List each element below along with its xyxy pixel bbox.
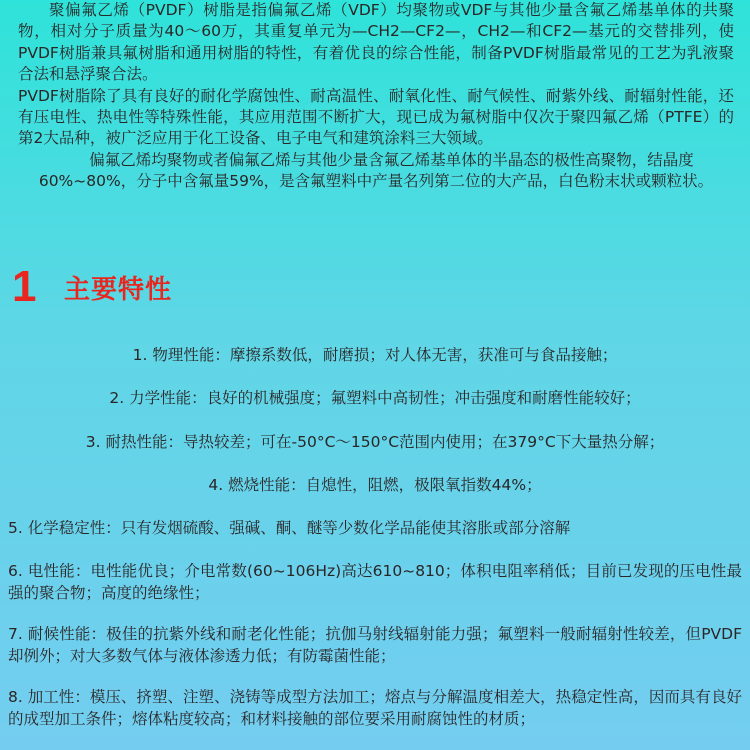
intro-paragraph-2: PVDF树脂除了具有良好的耐化学腐蚀性、耐高温性、耐氧化性、耐气候性、耐紫外线、耐辐射性能，还有压电性、热电性等特殊性能，其应用范围不断扩大，现已成为氟树脂中仅次于聚四氟乙烯（PTFE）的第2大品种，被广泛应用于化工设备、电子电气和建筑涂料三大领域。: [18, 86, 734, 148]
feature-item-physical: 1. 物理性能：摩擦系数低，耐磨损；对人体无害，获准可与食品接触；: [132, 346, 618, 364]
feature-item-weathering: 7. 耐候性能：极佳的抗紫外线和耐老化性能；抗伽马射线辐射能力强；氟塑料一般耐辐射性较差，但PVDF却例外；对大多数气体与液体渗透力低；有防霉菌性能；: [8, 625, 742, 665]
section-number: 1: [12, 262, 37, 311]
intro-paragraph-3: 偏氟乙烯均聚物或者偏氟乙烯与其他少量含氟乙烯基单体的半晶态的极性高聚物，结晶度60%~80%，分子中含氟量59%，是含氟塑料中产量名列第二位的大产品，白色粉末状或颗粒状。: [38, 150, 714, 191]
feature-item-combustion: 4. 燃烧性能：自熄性，阻燃，极限氧指数44%；: [208, 476, 542, 494]
feature-item-processing: 8. 加工性：模压、挤塑、注塑、浇铸等成型方法加工；熔点与分解温度相差大，热稳定性高，因而具有良好的成型加工条件；熔体粘度较高；和材料接触的部位要采用耐腐蚀性的材质；: [8, 688, 742, 728]
intro-text: [18, 0, 734, 193]
section-heading: [12, 262, 172, 312]
feature-item-chemical: 5. 化学稳定性：只有发烟硫酸、强碱、酮、醚等少数化学品能使其溶胀或部分溶解: [8, 519, 571, 537]
feature-item-thermal: 3. 耐热性能：导热较差；可在-50°C～150°C范围内使用；在379°C下大量热分解；: [85, 433, 665, 451]
intro-paragraph-1: 聚偏氟乙烯（PVDF）树脂是指偏氟乙烯（VDF）均聚物或VDF与其他少量含氟乙烯基单体的共聚物，相对分子质量为40～60万，其重复单元为—CH2—CF2—，CH2—和CF2—基元的交替排列，使PVDF树脂兼具氟树脂和通用树脂的特性，有着优良的综合性能，制备PVDF树脂最常见的工艺为乳液聚合法和悬浮聚合法。: [18, 1, 734, 84]
feature-item-electrical: 6. 电性能：电性能优良；介电常数(60~106Hz)高达610~810；体积电阻率稍低；目前已发现的压电性最强的聚合物；高度的绝缘性；: [8, 562, 742, 602]
feature-item-mechanical: 2. 力学性能：良好的机械强度；氟塑料中高韧性；冲击强度和耐磨性能较好；: [109, 389, 641, 407]
section-title: 主要特性: [64, 274, 173, 305]
